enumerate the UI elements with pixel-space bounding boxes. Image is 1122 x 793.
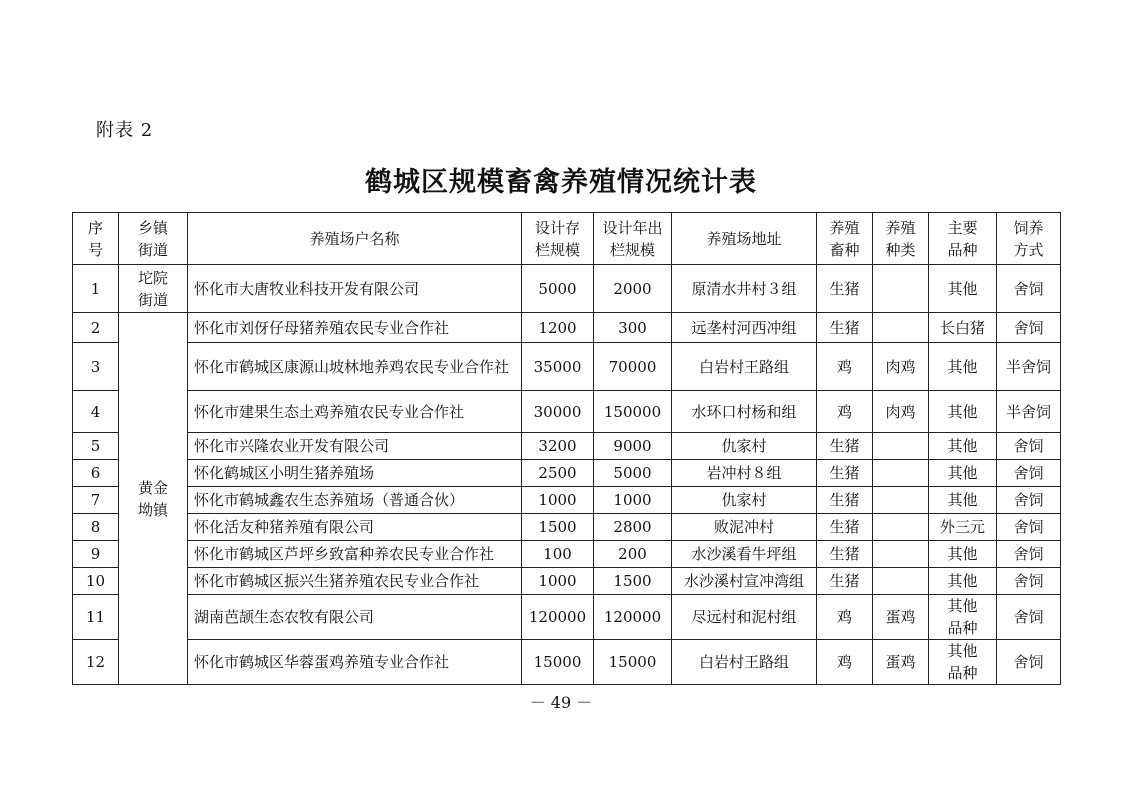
- cell-breed: 其他: [929, 460, 997, 487]
- cell-town: 黄金 坳镇: [119, 313, 188, 685]
- cell-type: 蛋鸡: [873, 640, 929, 685]
- table-row: [73, 541, 1061, 568]
- header-stock: 设计存 栏规模: [522, 213, 594, 265]
- cell-name: 怀化活友种猪养殖有限公司: [188, 514, 522, 541]
- cell-address: 败泥冲村: [672, 514, 817, 541]
- cell-address: 水沙溪村宣冲湾组: [672, 568, 817, 595]
- cell-stock: 35000: [522, 343, 594, 391]
- table-row: [73, 460, 1061, 487]
- cell-feeding: 舍饲: [997, 568, 1061, 595]
- cell-feeding: 舍饲: [997, 514, 1061, 541]
- cell-name: 怀化市建果生态土鸡养殖农民专业合作社: [188, 391, 522, 433]
- cell-stock: 100: [522, 541, 594, 568]
- header-breed: 主要 品种: [929, 213, 997, 265]
- cell-seq: 10: [73, 568, 119, 595]
- cell-stock: 30000: [522, 391, 594, 433]
- header-type: 养殖 种类: [873, 213, 929, 265]
- cell-address: 原清水井村３组: [672, 265, 817, 313]
- cell-type: [873, 487, 929, 514]
- cell-type: [873, 460, 929, 487]
- header-name: 养殖场户名称: [188, 213, 522, 265]
- cell-stock: 3200: [522, 433, 594, 460]
- cell-feeding: 舍饲: [997, 265, 1061, 313]
- table-row: [73, 568, 1061, 595]
- cell-name: 怀化市鹤城鑫农生态养殖场（普通合伙）: [188, 487, 522, 514]
- cell-annual: 70000: [594, 343, 672, 391]
- cell-species: 生猪: [817, 433, 873, 460]
- cell-species: 生猪: [817, 568, 873, 595]
- cell-annual: 120000: [594, 595, 672, 640]
- table-row: [73, 343, 1061, 391]
- header-town: 乡镇 街道: [119, 213, 188, 265]
- header-annual: 设计年出 栏规模: [594, 213, 672, 265]
- cell-seq: 1: [73, 265, 119, 313]
- cell-name: 怀化鹤城区小明生猪养殖场: [188, 460, 522, 487]
- cell-annual: 9000: [594, 433, 672, 460]
- cell-feeding: 半舍饲: [997, 391, 1061, 433]
- cell-seq: 4: [73, 391, 119, 433]
- cell-stock: 1000: [522, 568, 594, 595]
- cell-breed: 其他: [929, 487, 997, 514]
- cell-annual: 1000: [594, 487, 672, 514]
- cell-annual: 2000: [594, 265, 672, 313]
- cell-stock: 5000: [522, 265, 594, 313]
- header-address: 养殖场地址: [672, 213, 817, 265]
- cell-name: 怀化市大唐牧业科技开发有限公司: [188, 265, 522, 313]
- table-row: [73, 433, 1061, 460]
- table-row: [73, 265, 1061, 313]
- cell-seq: 12: [73, 640, 119, 685]
- cell-address: 白岩村王路组: [672, 343, 817, 391]
- cell-seq: 6: [73, 460, 119, 487]
- cell-breed: 长白猪: [929, 313, 997, 343]
- cell-stock: 120000: [522, 595, 594, 640]
- cell-name: 怀化市刘伢仔母猪养殖农民专业合作社: [188, 313, 522, 343]
- cell-annual: 2800: [594, 514, 672, 541]
- cell-address: 水沙溪看牛坪组: [672, 541, 817, 568]
- cell-species: 鸡: [817, 391, 873, 433]
- cell-feeding: 舍饲: [997, 595, 1061, 640]
- table-row: [73, 514, 1061, 541]
- cell-name: 怀化市鹤城区华蓉蛋鸡养殖专业合作社: [188, 640, 522, 685]
- cell-feeding: 舍饲: [997, 640, 1061, 685]
- cell-seq: 9: [73, 541, 119, 568]
- cell-feeding: 舍饲: [997, 541, 1061, 568]
- cell-address: 岩冲村８组: [672, 460, 817, 487]
- cell-name: 怀化市鹤城区芦坪乡致富种养农民专业合作社: [188, 541, 522, 568]
- page-title: 鹤城区规模畜禽养殖情况统计表: [365, 167, 757, 198]
- cell-annual: 15000: [594, 640, 672, 685]
- table-row: [73, 595, 1061, 640]
- cell-stock: 1500: [522, 514, 594, 541]
- cell-address: 仇家村: [672, 433, 817, 460]
- cell-species: 生猪: [817, 313, 873, 343]
- cell-annual: 150000: [594, 391, 672, 433]
- cell-feeding: 舍饲: [997, 313, 1061, 343]
- cell-stock: 1200: [522, 313, 594, 343]
- page-number: － 49 －: [529, 693, 593, 712]
- cell-seq: 5: [73, 433, 119, 460]
- cell-feeding: 舍饲: [997, 460, 1061, 487]
- cell-annual: 1500: [594, 568, 672, 595]
- cell-name: 湖南芭颉生态农牧有限公司: [188, 595, 522, 640]
- cell-species: 生猪: [817, 514, 873, 541]
- cell-seq: 8: [73, 514, 119, 541]
- cell-seq: 11: [73, 595, 119, 640]
- cell-species: 生猪: [817, 541, 873, 568]
- cell-address: 远垄村河西冲组: [672, 313, 817, 343]
- cell-seq: 3: [73, 343, 119, 391]
- cell-species: 鸡: [817, 343, 873, 391]
- cell-type: [873, 568, 929, 595]
- appendix-label: 附表 2: [96, 120, 154, 141]
- cell-stock: 1000: [522, 487, 594, 514]
- cell-stock: 2500: [522, 460, 594, 487]
- cell-annual: 5000: [594, 460, 672, 487]
- cell-address: 仇家村: [672, 487, 817, 514]
- table-row: [73, 391, 1061, 433]
- cell-breed: 其他: [929, 541, 997, 568]
- cell-species: 生猪: [817, 487, 873, 514]
- cell-seq: 2: [73, 313, 119, 343]
- cell-species: 生猪: [817, 265, 873, 313]
- table-body: [73, 265, 1061, 685]
- table-row: [73, 640, 1061, 685]
- cell-name: 怀化市鹤城区振兴生猪养殖农民专业合作社: [188, 568, 522, 595]
- cell-breed: 外三元: [929, 514, 997, 541]
- header-feeding: 饲养 方式: [997, 213, 1061, 265]
- cell-stock: 15000: [522, 640, 594, 685]
- cell-town: 坨院 街道: [119, 265, 188, 313]
- cell-species: 生猪: [817, 460, 873, 487]
- header-row: [73, 213, 1061, 265]
- cell-name: 怀化市鹤城区康源山坡林地养鸡农民专业合作社: [188, 343, 522, 391]
- header-species: 养殖 畜种: [817, 213, 873, 265]
- cell-type: [873, 313, 929, 343]
- cell-breed: 其他: [929, 343, 997, 391]
- cell-species: 鸡: [817, 595, 873, 640]
- cell-feeding: 舍饲: [997, 487, 1061, 514]
- table-row: [73, 313, 1061, 343]
- cell-type: 肉鸡: [873, 391, 929, 433]
- cell-type: [873, 541, 929, 568]
- cell-annual: 200: [594, 541, 672, 568]
- cell-type: [873, 433, 929, 460]
- livestock-stats-table: [72, 212, 1061, 685]
- table-row: [73, 487, 1061, 514]
- cell-address: 水环口村杨和组: [672, 391, 817, 433]
- cell-address: 尽远村和泥村组: [672, 595, 817, 640]
- cell-seq: 7: [73, 487, 119, 514]
- cell-type: [873, 514, 929, 541]
- cell-feeding: 半舍饲: [997, 343, 1061, 391]
- cell-breed: 其他: [929, 391, 997, 433]
- cell-breed: 其他: [929, 265, 997, 313]
- cell-type: 蛋鸡: [873, 595, 929, 640]
- cell-breed: 其他: [929, 433, 997, 460]
- cell-breed: 其他: [929, 568, 997, 595]
- cell-type: [873, 265, 929, 313]
- cell-breed: 其他 品种: [929, 595, 997, 640]
- cell-type: 肉鸡: [873, 343, 929, 391]
- cell-breed: 其他 品种: [929, 640, 997, 685]
- cell-annual: 300: [594, 313, 672, 343]
- cell-feeding: 舍饲: [997, 433, 1061, 460]
- cell-address: 白岩村王路组: [672, 640, 817, 685]
- header-seq: 序 号: [73, 213, 119, 265]
- cell-species: 鸡: [817, 640, 873, 685]
- cell-name: 怀化市兴隆农业开发有限公司: [188, 433, 522, 460]
